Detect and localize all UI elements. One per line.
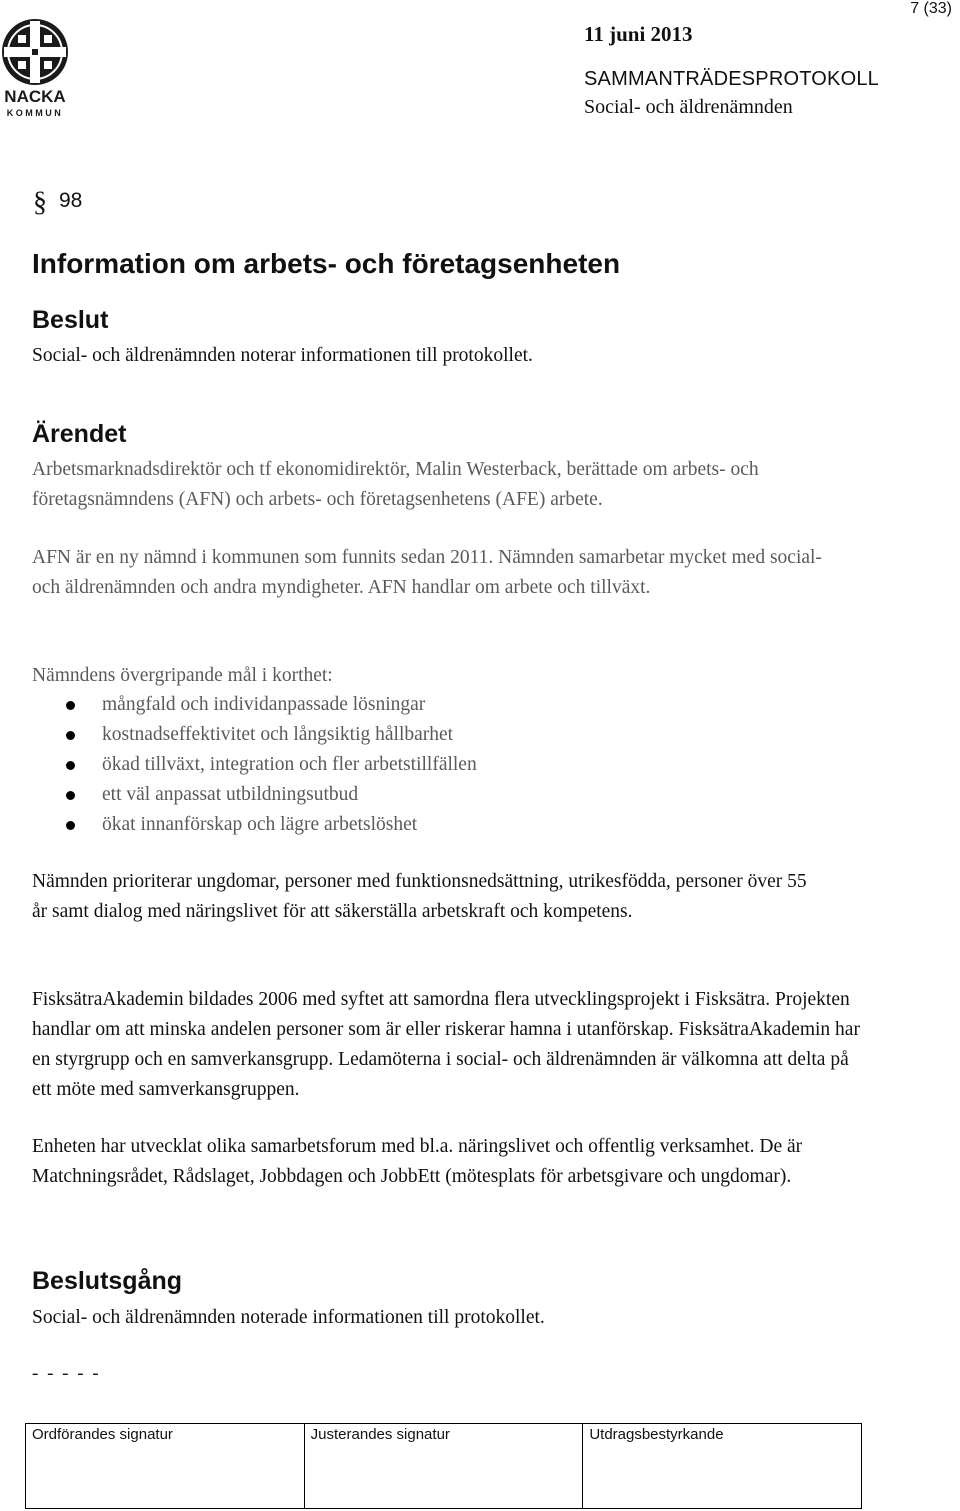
arendet-paragraph-4: FisksätraAkademin bildades 2006 med syftet att samordna flera utvecklingsprojekt i Fisksätra. Projekten handlar om att minska andelen personer som är eller riskerar hamna i utanförskap. FisksätraAkademin har en styrgrupp och en samverkansgrupp. Ledamöterna i social- och äldrenämnden är välkomna att delta på ett möte med samverkansgruppen.	[32, 989, 860, 1100]
goal-item-text: ökat innanförskap och lägre arbetslöshet	[102, 814, 418, 835]
nacka-kommun-logo	[0, 16, 72, 120]
arendet-paragraph-5: Enheten har utvecklat olika samarbetsforum med bl.a. näringslivet och offentlig verksamhet. De är Matchningsrådet, Rådslaget, Jobbdagen och JobbEtt (mötesplats för arbetsgivare och ungdomar).	[32, 1136, 803, 1187]
beslut-text: Social- och äldrenämnden noterar informationen till protokollet.	[32, 345, 533, 366]
arendet-heading: Ärendet	[32, 420, 127, 448]
beslutsgang-heading: Beslutsgång	[32, 1267, 183, 1295]
goals-intro: Nämndens övergripande mål i korthet:	[32, 665, 333, 686]
signature-label-adjuster: Justerandes signatur	[310, 1426, 450, 1443]
signature-label-chair: Ordförandes signatur	[32, 1426, 173, 1443]
section-number-value: 98	[59, 189, 83, 212]
committee-name: Social- och äldrenämnden	[584, 96, 793, 118]
arendet-paragraph-2: AFN är en ny nämnd i kommunen som funnits sedan 2011. Nämnden samarbetar mycket med social- och äldrenämnden och andra myndigheter. AFN handlar om arbete och tillväxt.	[32, 547, 822, 598]
end-marker: - - - - -	[32, 1363, 101, 1384]
page-title: Information om arbets- och företagsenheten	[32, 248, 621, 279]
page-number: 7 (33)	[910, 0, 952, 17]
arendet-paragraph-3: Nämnden prioriterar ungdomar, personer med funktionsnedsättning, utrikesfödda, personer över 55 år samt dialog med näringslivet för att säkerställa arbetskraft och kompetens.	[32, 871, 807, 922]
svg-text:KOMMUN: KOMMUN	[6, 108, 64, 118]
signature-cell-chair[interactable]	[26, 1424, 305, 1509]
meeting-date: 11 juni 2013	[584, 22, 693, 46]
beslutsgang-text: Social- och äldrenämnden noterade informationen till protokollet.	[32, 1307, 545, 1328]
beslut-heading: Beslut	[32, 306, 109, 334]
protocol-label: SAMMANTRÄDESPROTOKOLL	[584, 68, 880, 90]
arendet-paragraph-1: Arbetsmarknadsdirektör och tf ekonomidirektör, Malin Westerback, berättade om arbets- och företagsnämndens (AFN) och arbets- och företagsenhetens (AFE) arbete.	[32, 459, 759, 510]
signature-cell-certified[interactable]	[583, 1424, 862, 1509]
goal-item-text: ett väl anpassat utbildningsutbud	[102, 784, 359, 805]
signature-cell-adjuster[interactable]	[304, 1424, 583, 1509]
section-number	[33, 183, 83, 218]
signature-table	[25, 1423, 862, 1509]
svg-text:NACKA: NACKA	[4, 87, 66, 106]
section-symbol: §	[33, 187, 47, 218]
goal-item-text: kostnadseffektivitet och långsiktig hållbarhet	[102, 724, 454, 745]
goal-item-text: ökad tillväxt, integration och fler arbetstillfällen	[102, 754, 477, 775]
goal-item-text: mångfald och individanpassade lösningar	[102, 694, 426, 715]
signature-label-certified: Utdragsbestyrkande	[589, 1426, 724, 1443]
